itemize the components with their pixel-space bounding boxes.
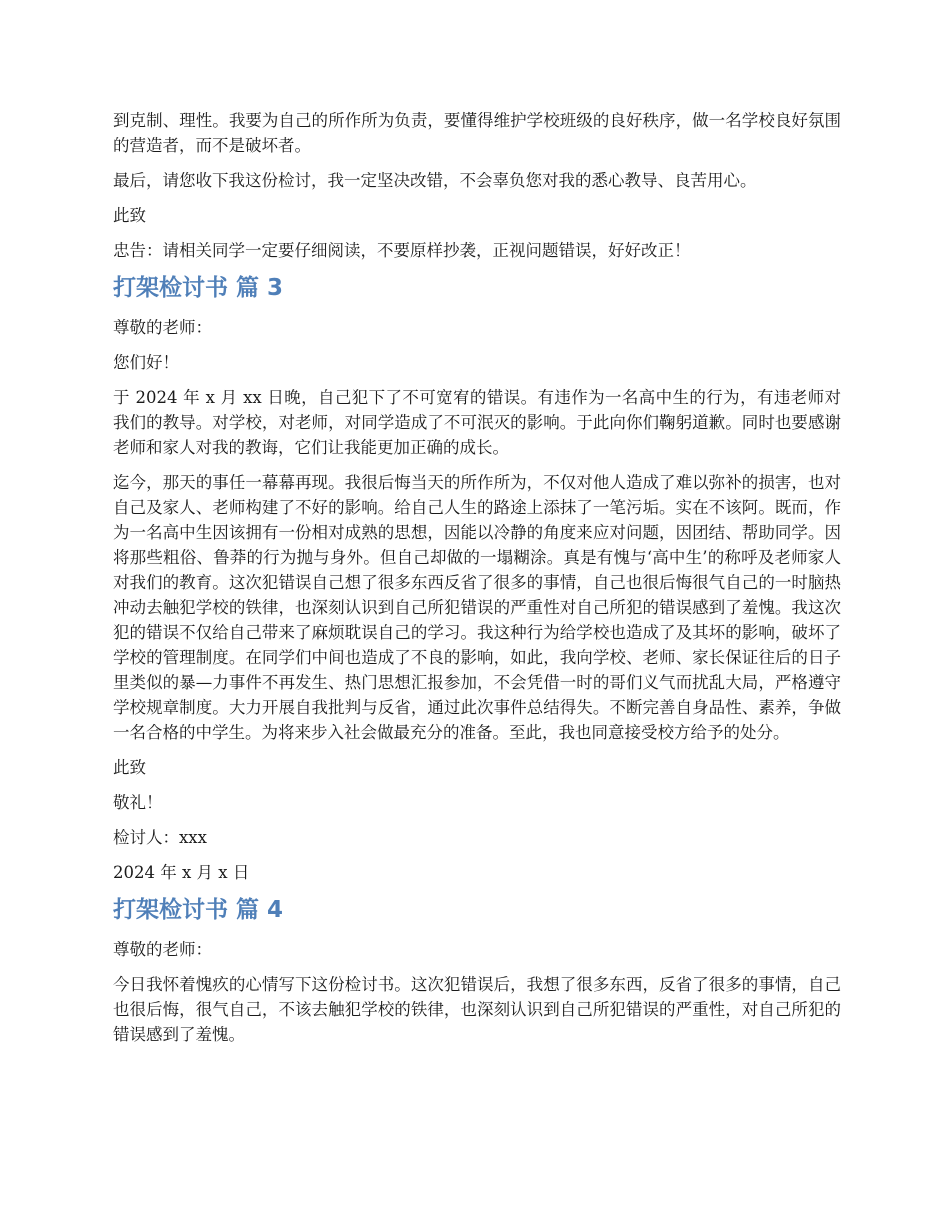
- signature-line: 检讨人：xxx: [113, 828, 207, 847]
- section-heading-4: 打架检讨书 篇 4: [113, 897, 284, 923]
- paragraph-intro-4: 今日我怀着愧疚的心情写下这份检讨书。这次犯错误后，我想了很多东西，反省了很多的事情，自己也很后悔，很气自己，不该去触犯学校的铁律，也深刻认识到自己所犯错误的严重性，对自己所犯的错误感到了羞愧。: [113, 975, 841, 1044]
- paragraph-closing: 最后，请您收下我这份检讨，我一定坚决改错，不会辜负您对我的悉心教导、良苦用心。: [113, 171, 757, 190]
- greeting-hello: 您们好！: [113, 353, 179, 372]
- greeting-teacher: 尊敬的老师：: [113, 318, 212, 337]
- salutation-jingli: 敬礼！: [113, 793, 163, 812]
- greeting-teacher-2: 尊敬的老师：: [113, 940, 212, 959]
- paragraph-reflection: 迄今，那天的事任一幕幕再现。我很后悔当天的所作所为，不仅对他人造成了难以弥补的损害，也对自己及家人、老师构建了不好的影响。给自己人生的路途上添抹了一笔污垢。实在不该阿。既而，作为一名高中生因该拥有一份相对成熟的思想，因能以冷静的角度来应对问题，因团结、帮助同学。因将那些粗俗、鲁莽的行为抛与身外。但自己却做的一塌糊涂。真是有愧与‘高中生’的称呼及老师家人对我们的教育。这次犯错误自己想了很多东西反省了很多的事情，自己也很后悔很气自己的一时脑热冲动去触犯学校的铁律，也深刻认识到自己所犯错误的严重性对自己所犯的错误感到了羞愧。我这次犯的错误不仅给自己带来了麻烦耽误自己的学习。我这种行为给学校也造成了及其坏的影响，破坏了学校的管理制度。在同学们中间也造成了不良的影响，如此，我向学校、老师、家长保证往后的日子里类似的暴—力事件不再发生、热门思想汇报参加，不会凭借一时的哥们义气而扰乱大局，严格遵守学校规章制度。大力开展自我批判与反省，通过此次事件总结得失。不断完善自身品性、素养，争做一名合格的中学生。为将来步入社会做最充分的准备。至此，我也同意接受校方给予的处分。: [113, 473, 841, 742]
- paragraph-continuation: 到克制、理性。我要为自己的所作所为负责，要懂得维护学校班级的良好秩序，做一名学校良好氛围的营造者，而不是破坏者。: [113, 111, 841, 155]
- salutation-cizhi-2: 此致: [113, 758, 146, 777]
- document-page: [113, 108, 841, 1057]
- advice-note: 忠告：请相关同学一定要仔细阅读，不要原样抄袭，正视问题错误，好好改正！: [113, 241, 691, 260]
- section-heading-3: 打架检讨书 篇 3: [113, 275, 284, 301]
- date-line: 2024 年 x 月 x 日: [113, 863, 250, 882]
- paragraph-incident: 于 2024 年 x 月 xx 日晚，自己犯下了不可宽宥的错误。有违作为一名高中生的行为，有违老师对我们的教导。对学校，对老师，对同学造成了不可泯灭的影响。于此向你们鞠躬道歉。同时也要感谢老师和家人对我的教诲，它们让我能更加正确的成长。: [113, 388, 841, 457]
- salutation-cizhi: 此致: [113, 206, 146, 225]
